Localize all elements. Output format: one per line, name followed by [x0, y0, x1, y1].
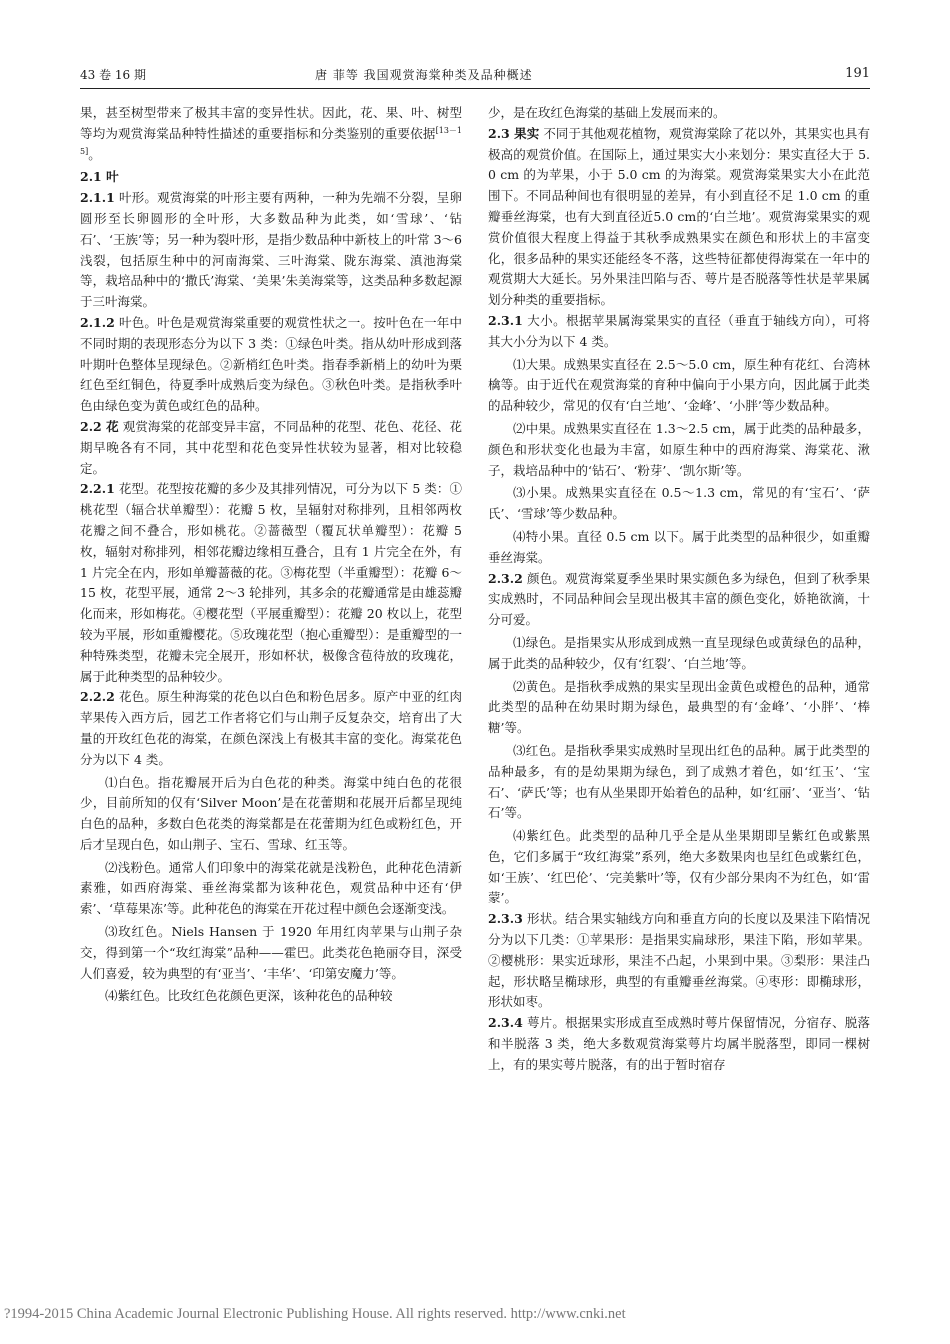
list-item-medium-fruit: ⑵中果。成熟果实直径在 1.3～2.5 cm，属于此类的品种最多，颜色和形状变化也最为丰富，如原生种中的西府海棠、海棠花、湫子，栽培品种中的‘钻石’、‘粉芽’、‘凯尔斯’等。: [488, 420, 870, 478]
subsection-text: 萼片。根据果实形成直至成熟时萼片保留情况，分宿存、脱落和半脱落 3 类，绝大多数观赏海棠萼片均属半脱落型，即同一棵树上，有的果实萼片脱落，有的出于暂时宿存: [488, 1015, 870, 1072]
subsection-number: 2.3.1: [488, 312, 523, 328]
left-column: [80, 103, 462, 1007]
section-heading-2-1: 2.1 叶: [80, 169, 119, 185]
list-item-rose-red: ⑶玫红色。Niels Hansen 于 1920 年用红肉苹果与山荆子杂交，得到第一个“玫红海棠”品种——霍巴。此类花色艳丽夺目，深受人们喜爱，较为典型的有‘亚当’、‘丰华’、‘印第安魔力’等。: [80, 924, 462, 981]
list-item-tiny-fruit: ⑷特小果。直径 0.5 cm 以下。属于此类型的品种很少，如重瓣垂丝海棠。: [488, 528, 870, 565]
paragraph: [80, 103, 462, 165]
subsection-text: 颜色。观赏海棠夏季坐果时果实颜色多为绿色，但到了秋季果实成熟时，不同品种间会呈现出极其丰富的颜色变化，娇艳欲滴，十分可爱。: [488, 570, 870, 628]
subsection-2-3-3: [488, 909, 870, 1013]
subsection-number: 2.2.1: [80, 481, 115, 497]
section-2-3: [488, 124, 870, 311]
paragraph-text: 果，甚至树型带来了极其丰富的变异性状。因此，花、果、叶、树型等均为观赏海棠品种特性描述的重要指标和分类鉴别的重要依据: [80, 105, 462, 141]
section-text: 观赏海棠的花部变异丰富，不同品种的花型、花色、花径、花期早晚各有不同，其中花型和花色变异性状较为显著，相对比较稳定。: [80, 418, 462, 476]
subsection-text: 叶形。观赏海棠的叶形主要有两种，一种为先端不分裂，呈卵圆形至长卵圆形的全叶形，大多数品种为此类，如‘雪球’、‘钻石’、‘王族’等；另一种为裂叶形，是指少数品种中新枝上的叶常 3～6 浅裂，包括原生种中的河南海棠、三叶海棠、陇东海棠、滇池海棠等，栽培品种中的‘撒氏’海棠、‘美果’朱美海棠等，这类品种多数起源于三叶海棠。: [80, 190, 462, 310]
subsection-number: 2.3.3: [488, 911, 523, 927]
list-item-yellow: ⑵黄色。是指秋季成熟的果实呈现出金黄色或橙色的品种，通常此类型的品种在幼果时期为绿色，最典型的有‘金峰’、‘小胖’、‘棒糖’等。: [488, 678, 870, 736]
right-column: [488, 103, 870, 1076]
list-item-light-pink: ⑵浅粉色。通常人们印象中的海棠花就是浅粉色，此种花色清新素雅，如西府海棠、垂丝海棠都为该种花色，观赏品种中还有‘伊索’、‘草莓果冻’等。此种花色的海棠在开花过程中颜色会逐渐变浅。: [80, 859, 462, 917]
copyright-footer: ?1994-2015 China Academic Journal Electronic Publishing House. All rights reserved. http://www.cnki.net: [4, 1306, 626, 1322]
citation: [13－15]: [80, 125, 462, 156]
section-heading-2-2: 2.2 花: [80, 418, 119, 434]
section-heading-2-3: 2.3 果实: [488, 125, 540, 141]
subsection-2-3-2: [488, 569, 870, 631]
subsection-text: 花色。原生种海棠的花色以白色和粉色居多。原产中亚的红肉苹果传入西方后，园艺工作者将它们与山荆子反复杂交，培育出了大量的开玫红色花的海棠，在颜色深浅上有极其丰富的变化。海棠花色分为以下 4 类。: [80, 689, 462, 767]
subsection-number: 2.3.2: [488, 570, 523, 586]
list-item-white: ⑴白色。指花瓣展开后为白色花的种类。海棠中纯白色的花很少，目前所知的仅有‘Silver Moon’是在花蕾期和花展开后都呈现纯白色的品种，多数白色花类的海棠都是在花蕾期为红色或粉红色，开后才呈现白色，如山荆子、宝石、雪球、红玉等。: [80, 774, 462, 852]
section-2-2: [80, 417, 462, 479]
subsection-2-1-2: [80, 313, 462, 417]
subsection-number: 2.1.2: [80, 314, 115, 330]
section-text: 不同于其他观花植物，观赏海棠除了花以外，其果实也具有极高的观赏价值。在国际上，通过果实大小来划分：果实直径大于 5.0 cm 的为苹果，小于 5.0 cm 的为海棠。观赏海棠果实大小在此范围下。不同品种间也有很明显的差异，有小到直径不足 1.0 cm 的重瓣垂丝海棠，也有大到直径近5.0 cm的‘白兰地’。观赏海棠果实的观赏价值很大程度上得益于其秋季成熟果实在颜色和形状上的丰富变化，很多品种的果实还能经冬不落，这些特征都使得海棠在一年中的观赏期大大延长。另外果洼凹陷与否、萼片是否脱落等性状是苹果属划分种类的重要指标。: [488, 125, 870, 308]
list-item-large-fruit: ⑴大果。成熟果实直径在 2.5～5.0 cm，原生种有花红、台湾林檎等。由于近代在观赏海棠的育种中偏向于小果方向，因此属于此类的品种较少，常见的仅有‘白兰地’、‘金峰’、‘小胖’等少数品种。: [488, 356, 870, 414]
subsection-2-2-1: [80, 479, 462, 687]
paragraph-text: 。: [88, 146, 101, 162]
article-running-title: 唐 菲等 我国观赏海棠种类及品种概述: [315, 68, 533, 82]
subsection-2-2-2: [80, 687, 462, 770]
subsection-number: 2.1.1: [80, 190, 115, 206]
running-header: [80, 66, 870, 90]
subsection-text: 花型。花型按花瓣的多少及其排列情况，可分为以下 5 类：①桃花型（辐合状单瓣型）：花瓣 5 枚，呈辐射对称排列，且相邻两枚花瓣之间不叠合，形如桃花。②蔷薇型（覆瓦状单瓣型）：花瓣 5 枚，辐射对称排列，相邻花瓣边缘相互叠合，且有 1 片完全在外，有 1 片完全在内，形如单瓣蔷薇的花。③梅花型（半重瓣型）：花瓣 6～15 枚，花型平展，通常 2～3 轮排列，其多余的花瓣通常是由雄蕊瓣化而来，形如梅花。④樱花型（平展重瓣型）：花瓣 20 枚以上，花型较为平展，形如重瓣樱花。⑤玫瑰花型（抱心重瓣型）：是重瓣型的一种特殊类型，花瓣未完全展开，形如杯状，极像含苞待放的玫瑰花，属于此种类型的品种较少。: [80, 481, 462, 684]
paragraph: 少，是在玫红色海棠的基础上发展而来的。: [488, 105, 726, 120]
journal-volume: 43 卷 16 期: [80, 68, 146, 82]
header-rule: [80, 88, 870, 89]
subsection-2-3-4: [488, 1013, 870, 1075]
list-item-red: ⑶红色。是指秋季果实成熟时呈现出红色的品种。属于此类型的品种最多，有的是幼果期为绿色，到了成熟才着色，如‘红玉’、‘宝石’、‘萨氏’等；也有从坐果即开始着色的品种，如‘红丽’、‘亚当’、‘钻石’等。: [488, 742, 870, 821]
subsection-text: 大小。根据苹果属海棠果实的直径（垂直于轴线方向），可将其大小分为以下 4 类。: [488, 312, 870, 349]
subsection-text: 形状。结合果实轴线方向和垂直方向的长度以及果洼下陷情况分为以下几类：①苹果形：是指果实扁球形，果洼下陷，形如苹果。②樱桃形：果实近球形，果洼不凸起，小果到中果。③梨形：果洼凸起，形状略呈椭球形，典型的有重瓣垂丝海棠。④枣形：即椭球形，形状如枣。: [488, 911, 870, 1010]
subsection-2-1-1: [80, 188, 462, 313]
list-item-green: ⑴绿色。是指果实从形成到成熟一直呈现绿色或黄绿色的品种，属于此类的品种较少，仅有‘红裂’、‘白兰地’等。: [488, 634, 870, 671]
subsection-number: 2.2.2: [80, 689, 115, 705]
list-item-purple-red: ⑷紫红色。比玫红色花颜色更深，该种花色的品种较: [105, 988, 393, 1004]
subsection-number: 2.3.4: [488, 1015, 523, 1031]
page-number: 191: [845, 66, 870, 81]
subsection-2-3-1: [488, 311, 870, 353]
list-item-small-fruit: ⑶小果。成熟果实直径在 0.5～1.3 cm，常见的有‘宝石’、‘萨氏’、‘雪球’等少数品种。: [488, 485, 870, 522]
list-item-purple-red-fruit: ⑷紫红色。此类型的品种几乎全是从坐果期即呈紫红色或紫黑色，它们多属于“玫红海棠”系列，绝大多数果肉也呈红色或紫红色，如‘王族’、‘红巴伦’、‘完美紫叶’等，仅有少部分果肉不为红色，如‘雷蒙’。: [488, 828, 870, 906]
subsection-text: 叶色。叶色是观赏海棠重要的观赏性状之一。按叶色在一年中不同时期的表现形态分为以下 3 类：①绿色叶类。指从幼叶形成到落叶期叶色整体呈现绿色。②新梢红色叶类。指春季新梢上的幼叶为栗红色至红铜色，待夏季叶成熟后变为绿色。③秋色叶类。是指秋季叶色由绿色变为黄色或红色的品种。: [80, 314, 462, 414]
